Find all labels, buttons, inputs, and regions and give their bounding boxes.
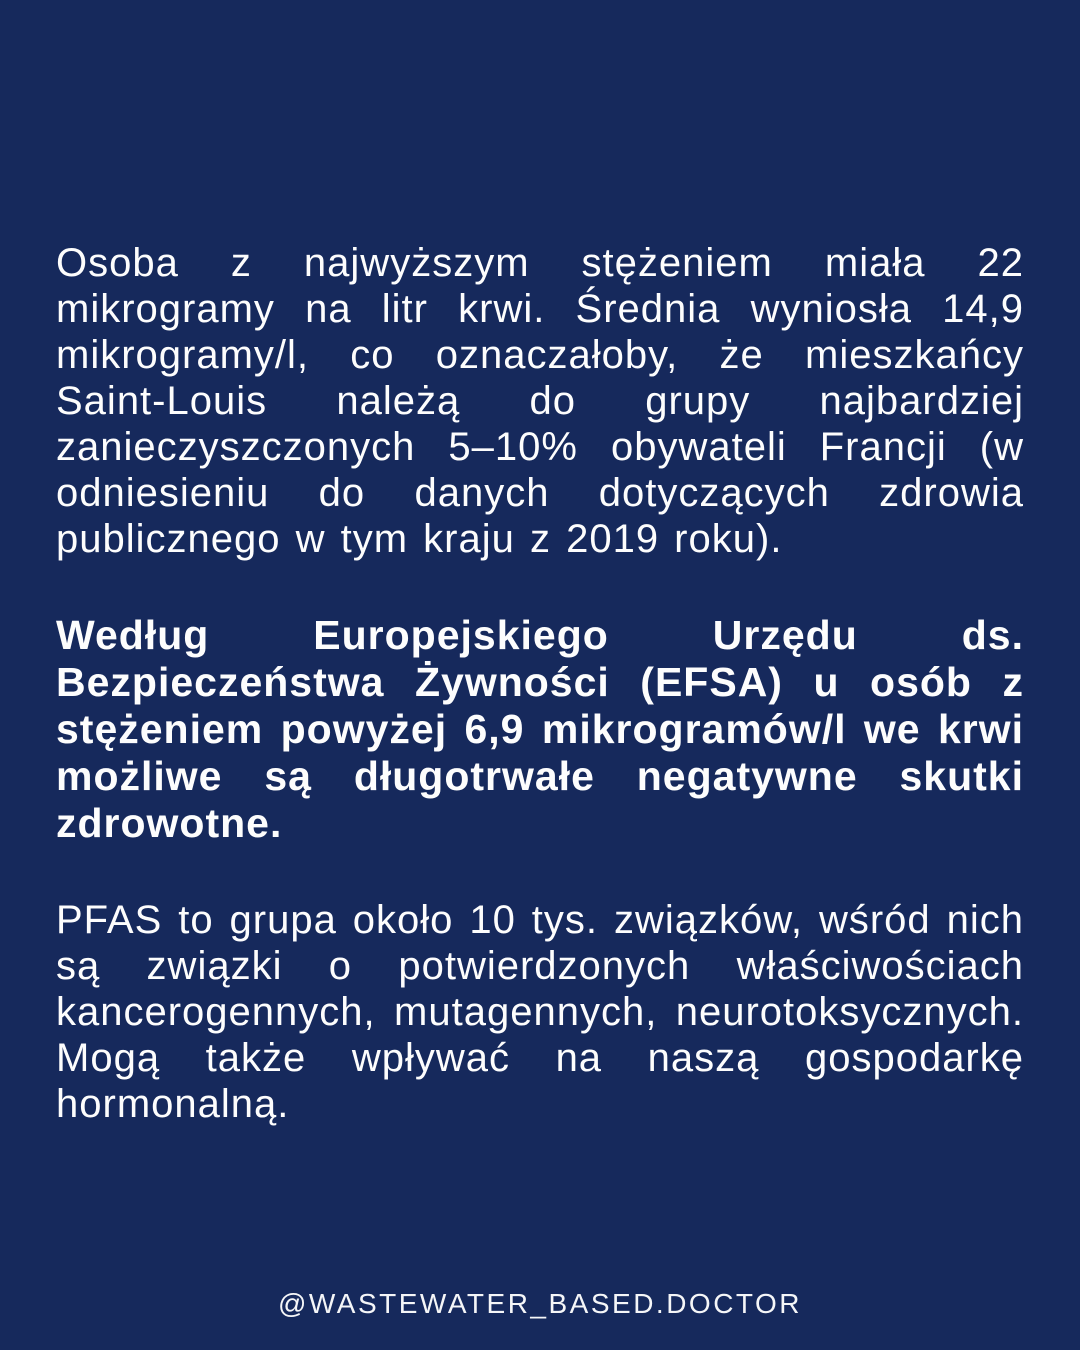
account-handle: @WASTEWATER_BASED.DOCTOR xyxy=(277,1288,803,1319)
text-block xyxy=(56,240,1024,1177)
body-paragraph-pfas: PFAS to grupa około 10 tys. związków, wśród nich są związki o potwierdzonych właściwościach kancerogennych, mutagennych, neurotoksycznych. Mogą także wpływać na naszą gospodarkę hormonalną. xyxy=(56,898,1024,1126)
body-paragraph-efsa-highlight: Według Europejskiego Urzędu ds. Bezpieczeństwa Żywności (EFSA) u osób z stężeniem powyżej 6,9 mikrogramów/l we krwi możliwe są długotrwałe negatywne skutki zdrowotne. xyxy=(56,612,1024,846)
body-paragraph-concentration: Osoba z najwyższym stężeniem miała 22 mikrogramy na litr krwi. Średnia wyniosła 14,9 mikrogramy/l, co oznaczałoby, że mieszkańcy Saint-Louis należą do grupy najbardziej zanieczyszczonych 5–10% obywateli Francji (w odniesieniu do danych dotyczących zdrowia publicznego w tym kraju z 2019 roku). xyxy=(56,241,1024,561)
